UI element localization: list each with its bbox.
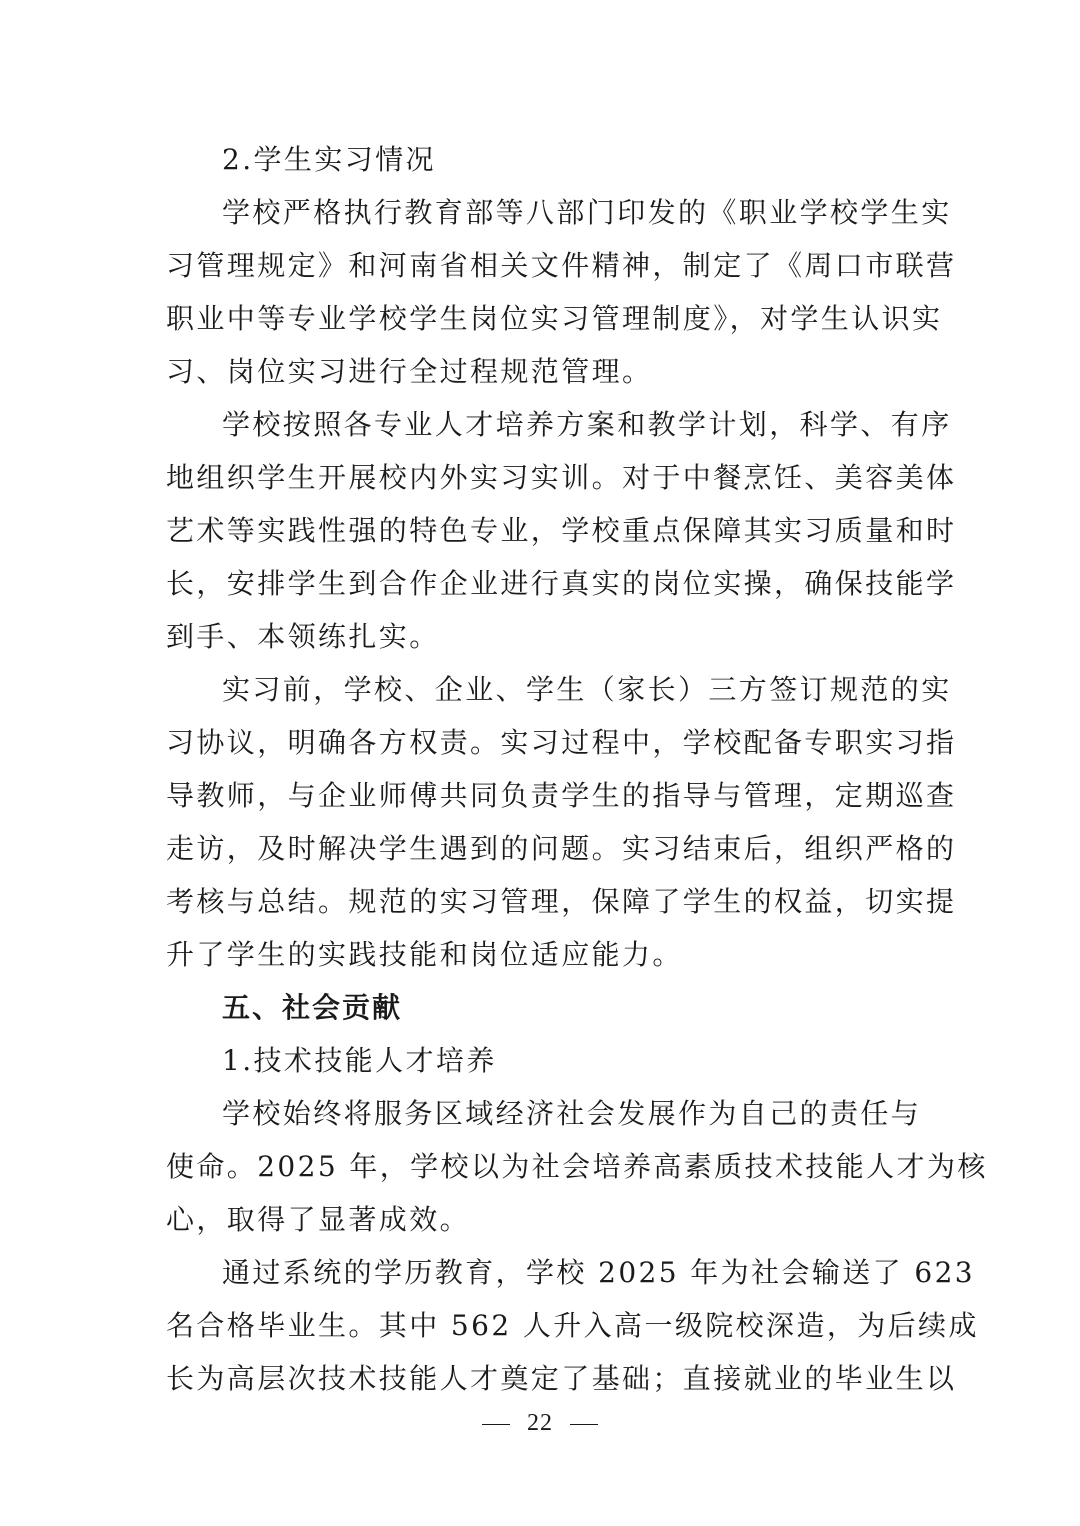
paragraph-line: 走访，及时解决学生遇到的问题。实习结束后，组织严格的 <box>166 832 957 865</box>
subsection-heading-talent-training: 1.技术技能人才培养 <box>222 1044 497 1077</box>
paragraph-line: 艺术等实践性强的特色专业，学校重点保障其实习质量和时 <box>166 514 957 547</box>
section-heading-social-contribution: 五、社会贡献 <box>222 991 403 1024</box>
footer-dash-left <box>482 1424 510 1426</box>
paragraph-service-mission <box>166 1087 988 1246</box>
paragraph-line: 习、岗位实习进行全过程规范管理。 <box>166 355 653 388</box>
paragraph-line: 考核与总结。规范的实习管理，保障了学生的权益，切实提 <box>166 885 957 918</box>
paragraph-line: 导教师，与企业师傅共同负责学生的指导与管理，定期巡查 <box>166 779 957 812</box>
paragraph-graduates <box>166 1246 979 1405</box>
paragraph-line: 学校严格执行教育部等八部门印发的《职业学校学生实 <box>222 196 952 229</box>
paragraph-line: 地组织学生开展校内外实习实训。对于中餐烹饪、美容美体 <box>166 461 957 494</box>
paragraph-line: 职业中等专业学校学生岗位实习管理制度》，对学生认识实 <box>166 302 943 335</box>
page-number: 22 <box>527 1410 553 1436</box>
paragraph-line: 长为高层次技术技能人才奠定了基础；直接就业的毕业生以 <box>166 1362 957 1395</box>
subsection-heading-internship: 2.学生实习情况 <box>222 143 436 176</box>
page-body <box>166 133 988 1405</box>
paragraph-line: 学校始终将服务区域经济社会发展作为自己的责任与 <box>222 1097 922 1130</box>
paragraph-line: 名合格毕业生。其中 562 人升入高一级院校深造，为后续成 <box>166 1309 979 1342</box>
paragraph-line: 使命。2025 年，学校以为社会培养高素质技术技能人才为核 <box>166 1150 988 1183</box>
footer-dash-right <box>570 1424 598 1426</box>
paragraph-line: 升了学生的实践技能和岗位适应能力。 <box>166 938 683 971</box>
paragraph-line: 学校按照各专业人才培养方案和教学计划，科学、有序 <box>222 408 952 441</box>
paragraph-internship-regulations <box>166 186 957 398</box>
page-footer <box>0 1410 1080 1437</box>
paragraph-internship-agreement <box>166 663 957 981</box>
paragraph-line: 实习前，学校、企业、学生（家长）三方签订规范的实 <box>222 673 952 706</box>
paragraph-internship-organization <box>166 398 957 663</box>
paragraph-line: 到手、本领练扎实。 <box>166 620 440 653</box>
paragraph-line: 长，安排学生到合作企业进行真实的岗位实操，确保技能学 <box>166 567 957 600</box>
paragraph-line: 心，取得了显著成效。 <box>166 1203 471 1236</box>
paragraph-line: 通过系统的学历教育，学校 2025 年为社会输送了 623 <box>222 1256 976 1289</box>
paragraph-line: 习协议，明确各方权责。实习过程中，学校配备专职实习指 <box>166 726 957 759</box>
paragraph-line: 习管理规定》和河南省相关文件精神，制定了《周口市联营 <box>166 249 957 282</box>
